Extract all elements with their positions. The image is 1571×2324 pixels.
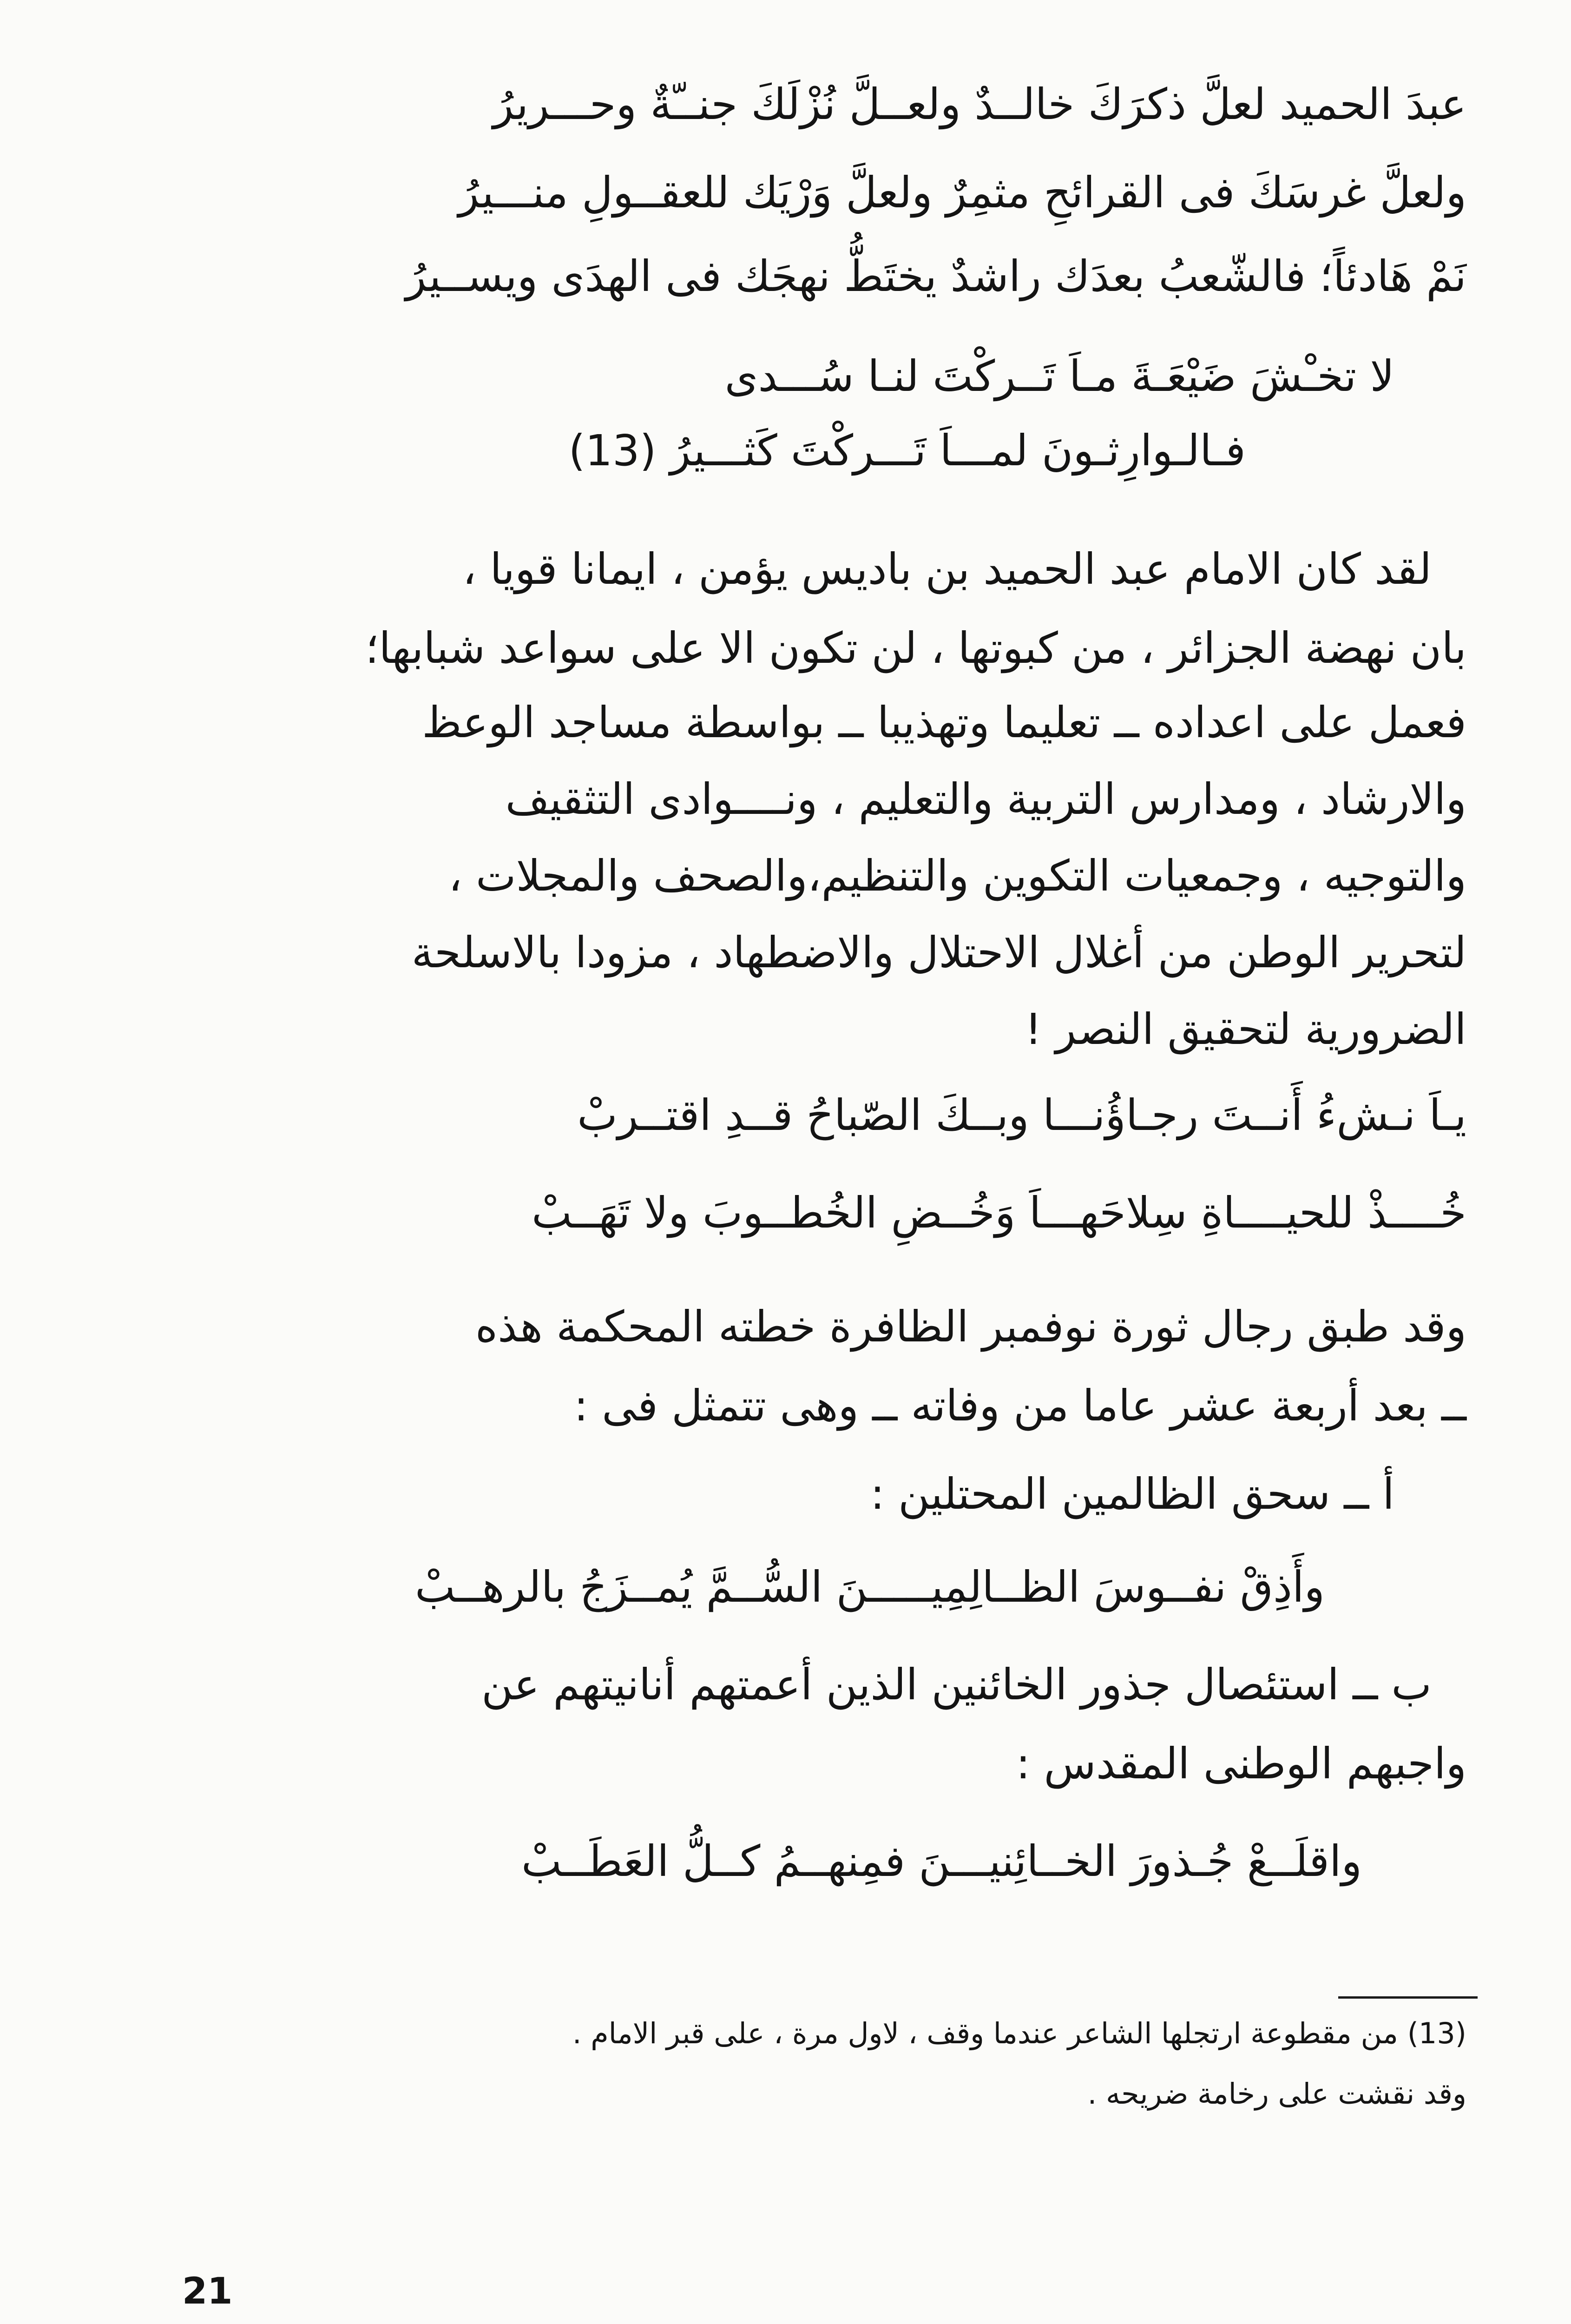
footnote-separator	[1338, 1996, 1478, 1999]
poem-line: يـاَ نـشءُ أَنــتَ رجـاؤُنـــا وبــكَ الصّباحُ قــدِ اقتــربْ	[577, 1090, 1466, 1140]
paragraph-line: والارشاد ، ومدارس التربية والتعليم ، ونــــوادى التثقيف	[505, 774, 1466, 824]
poem-line: عبدَ الحميد لعلَّ ذكرَكَ خالــدٌ ولعــلَّ نُزْلَكَ جنــّةٌ وحـــريرُ	[493, 79, 1466, 129]
paragraph-line: الضرورية لتحقيق النصر !	[1025, 1004, 1466, 1054]
paragraph-line: لقد كان الامام عبد الحميد بن باديس يؤمن ، ايمانا قويا ،	[462, 544, 1432, 594]
footnote-line: وقد نقشت على رخامة ضريحه .	[1087, 2077, 1466, 2111]
footnote-line: (13) من مقطوعة ارتجلها الشاعر عندما وقف ، لاول مرة ، على قبر الامام .	[572, 2016, 1466, 2050]
paragraph-line: لتحرير الوطن من أغلال الاحتلال والاضطهاد ، مزودا بالاسلحة	[411, 928, 1466, 977]
poem-line: فـالـوارِثـونَ لمـــاَ تَـــركْتَ كَثـــيرُ (13)	[568, 426, 1246, 475]
paragraph-line: بان نهضة الجزائر ، من كبوتها ، لن تكون الا على سواعد شبابها؛	[365, 623, 1466, 673]
poem-line: ولعلَّ غرسَكَ فى القرائحِ مثمِرٌ ولعلَّ وَرْيَك للعقــولِ منـــيرُ	[458, 168, 1466, 218]
paragraph-line: فعمل على اعداده ــ تعليما وتهذيبا ــ بواسطة مساجد الوعظ	[422, 698, 1466, 747]
paragraph-line: وقد طبق رجال ثورة نوفمبر الظافرة خطته المحكمة هذه	[475, 1302, 1466, 1352]
poem-line: خُــــذْ للحيــــاةِ سِلاحَهـــاَ وَخُــضِ الخُطــوبَ ولا تَهَــبْ	[532, 1188, 1466, 1238]
poem-line: وأَذِقْ نفــوسَ الظــالِمِيـــــنَ السُّــمَّ يُمــزَجُ بالرهــبْ	[414, 1562, 1325, 1612]
poem-line: لا تخـْشَ ضَيْعَـةَ مـاَ تَــركْتَ لنـا سُـــدى	[724, 351, 1394, 401]
list-item-b-continuation: واجبهم الوطنى المقدس :	[1016, 1739, 1466, 1789]
poem-line: واقلَــعْ جُـذورَ الخــائِنيـــنَ فمِنهــمُ كــلُّ العَطَــبْ	[521, 1836, 1362, 1886]
paragraph-line: ــ بعد أربعة عشر عاما من وفاته ــ وهى تتمثل فى :	[574, 1381, 1466, 1431]
poem-line: نَمْ هَادئاً؛ فالشّعبُ بعدَك راشدٌ يختَطُّ نهجَك فى الهدَى ويســيرُ	[405, 251, 1466, 301]
paragraph-line: والتوجيه ، وجمعيات التكوين والتنظيم،والصحف والمجلات ،	[448, 851, 1466, 901]
page-number: 21	[182, 2271, 233, 2312]
list-item-b: ب ــ استئصال جذور الخائنين الذين أعمتهم أنانيتهم عن	[481, 1660, 1432, 1710]
list-item-a: أ ــ سحق الظالمين المحتلين :	[870, 1469, 1394, 1519]
